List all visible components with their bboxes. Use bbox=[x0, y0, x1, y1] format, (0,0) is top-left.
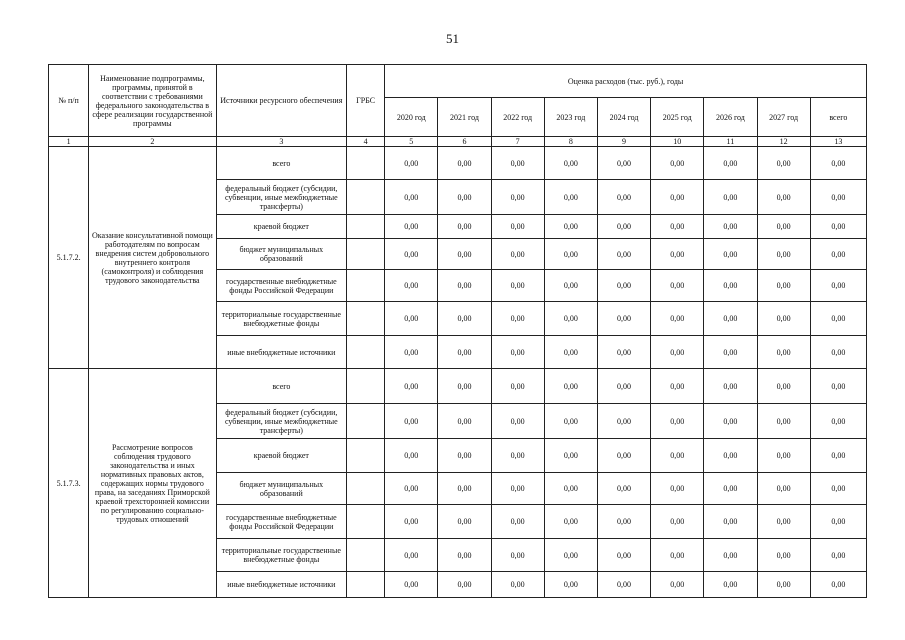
total-value: 0,00 bbox=[810, 147, 866, 180]
year-value: 0,00 bbox=[704, 336, 757, 369]
year-value: 0,00 bbox=[438, 270, 491, 302]
funding-source: краевой бюджет bbox=[216, 215, 346, 239]
year-value: 0,00 bbox=[651, 302, 704, 336]
year-value: 0,00 bbox=[704, 473, 757, 505]
grbs-cell bbox=[347, 215, 385, 239]
year-value: 0,00 bbox=[491, 572, 544, 598]
funding-source: бюджет муниципальных образований bbox=[216, 239, 346, 270]
year-value: 0,00 bbox=[438, 539, 491, 572]
funding-source: всего bbox=[216, 147, 346, 180]
year-header: 2025 год bbox=[651, 98, 704, 137]
header-name: Наименование подпрограммы, программы, принятой в соответствии с требованиями федерального законодательства в сфере реализации государственной программы bbox=[89, 65, 216, 137]
year-value: 0,00 bbox=[651, 539, 704, 572]
year-value: 0,00 bbox=[704, 147, 757, 180]
year-value: 0,00 bbox=[597, 302, 650, 336]
year-value: 0,00 bbox=[544, 147, 597, 180]
year-value: 0,00 bbox=[597, 369, 650, 404]
year-value: 0,00 bbox=[704, 369, 757, 404]
budget-table bbox=[48, 64, 867, 598]
grbs-cell bbox=[347, 270, 385, 302]
program-name: Рассмотрение вопросов соблюдения трудового законодательства и иных нормативных правовых актов, содержащих нормы трудового права, на заседаниях Приморской краевой трехсторонней комиссии по регулированию социально-трудовых отношений bbox=[89, 369, 216, 598]
total-value: 0,00 bbox=[810, 239, 866, 270]
year-value: 0,00 bbox=[491, 505, 544, 539]
year-value: 0,00 bbox=[491, 270, 544, 302]
year-value: 0,00 bbox=[438, 439, 491, 473]
grbs-cell bbox=[347, 147, 385, 180]
table-row bbox=[49, 147, 867, 180]
grbs-cell bbox=[347, 239, 385, 270]
funding-source: федеральный бюджет (субсидии, субвенции, иные межбюджетные трансферты) bbox=[216, 180, 346, 215]
funding-source: территориальные государственные внебюджетные фонды bbox=[216, 539, 346, 572]
total-value: 0,00 bbox=[810, 302, 866, 336]
year-value: 0,00 bbox=[544, 302, 597, 336]
header-num: № п/п bbox=[49, 65, 89, 137]
total-value: 0,00 bbox=[810, 505, 866, 539]
column-number: 1 bbox=[49, 137, 89, 147]
grbs-cell bbox=[347, 404, 385, 439]
year-value: 0,00 bbox=[757, 239, 810, 270]
total-value: 0,00 bbox=[810, 473, 866, 505]
year-value: 0,00 bbox=[438, 302, 491, 336]
year-value: 0,00 bbox=[385, 147, 438, 180]
year-value: 0,00 bbox=[757, 270, 810, 302]
year-value: 0,00 bbox=[491, 215, 544, 239]
year-value: 0,00 bbox=[597, 505, 650, 539]
year-value: 0,00 bbox=[651, 369, 704, 404]
year-value: 0,00 bbox=[544, 180, 597, 215]
year-value: 0,00 bbox=[544, 473, 597, 505]
year-value: 0,00 bbox=[757, 369, 810, 404]
year-value: 0,00 bbox=[757, 439, 810, 473]
year-value: 0,00 bbox=[651, 404, 704, 439]
year-value: 0,00 bbox=[385, 180, 438, 215]
year-value: 0,00 bbox=[651, 215, 704, 239]
column-number: 4 bbox=[347, 137, 385, 147]
year-value: 0,00 bbox=[385, 215, 438, 239]
year-value: 0,00 bbox=[544, 336, 597, 369]
year-value: 0,00 bbox=[438, 505, 491, 539]
year-value: 0,00 bbox=[704, 572, 757, 598]
year-value: 0,00 bbox=[704, 180, 757, 215]
year-header: 2027 год bbox=[757, 98, 810, 137]
year-value: 0,00 bbox=[597, 572, 650, 598]
year-value: 0,00 bbox=[438, 215, 491, 239]
year-value: 0,00 bbox=[438, 473, 491, 505]
year-value: 0,00 bbox=[651, 147, 704, 180]
grbs-cell bbox=[347, 302, 385, 336]
year-value: 0,00 bbox=[704, 505, 757, 539]
table-row bbox=[49, 369, 867, 404]
column-number: 6 bbox=[438, 137, 491, 147]
total-value: 0,00 bbox=[810, 539, 866, 572]
column-number: 13 bbox=[810, 137, 866, 147]
year-value: 0,00 bbox=[757, 147, 810, 180]
year-value: 0,00 bbox=[491, 239, 544, 270]
total-value: 0,00 bbox=[810, 270, 866, 302]
column-number: 5 bbox=[385, 137, 438, 147]
year-value: 0,00 bbox=[757, 505, 810, 539]
year-value: 0,00 bbox=[544, 572, 597, 598]
year-value: 0,00 bbox=[704, 215, 757, 239]
grbs-cell bbox=[347, 336, 385, 369]
year-value: 0,00 bbox=[438, 369, 491, 404]
year-value: 0,00 bbox=[651, 572, 704, 598]
grbs-cell bbox=[347, 505, 385, 539]
total-value: 0,00 bbox=[810, 336, 866, 369]
year-value: 0,00 bbox=[757, 473, 810, 505]
funding-source: иные внебюджетные источники bbox=[216, 572, 346, 598]
year-value: 0,00 bbox=[704, 404, 757, 439]
row-number: 5.1.7.2. bbox=[49, 147, 89, 369]
year-value: 0,00 bbox=[651, 180, 704, 215]
column-number: 9 bbox=[597, 137, 650, 147]
year-value: 0,00 bbox=[544, 270, 597, 302]
year-value: 0,00 bbox=[491, 336, 544, 369]
grbs-cell bbox=[347, 473, 385, 505]
year-value: 0,00 bbox=[597, 404, 650, 439]
year-value: 0,00 bbox=[438, 572, 491, 598]
grbs-cell bbox=[347, 439, 385, 473]
year-value: 0,00 bbox=[438, 239, 491, 270]
year-value: 0,00 bbox=[491, 404, 544, 439]
column-number: 7 bbox=[491, 137, 544, 147]
year-value: 0,00 bbox=[704, 302, 757, 336]
header-source: Источники ресурсного обеспечения bbox=[216, 65, 346, 137]
year-header: 2020 год bbox=[385, 98, 438, 137]
year-value: 0,00 bbox=[491, 539, 544, 572]
year-value: 0,00 bbox=[544, 439, 597, 473]
funding-source: иные внебюджетные источники bbox=[216, 336, 346, 369]
year-header: 2021 год bbox=[438, 98, 491, 137]
funding-source: краевой бюджет bbox=[216, 439, 346, 473]
year-value: 0,00 bbox=[385, 505, 438, 539]
total-value: 0,00 bbox=[810, 215, 866, 239]
funding-source: государственные внебюджетные фонды Российской Федерации bbox=[216, 270, 346, 302]
total-value: 0,00 bbox=[810, 369, 866, 404]
year-value: 0,00 bbox=[438, 336, 491, 369]
year-value: 0,00 bbox=[438, 147, 491, 180]
year-value: 0,00 bbox=[757, 572, 810, 598]
year-value: 0,00 bbox=[544, 539, 597, 572]
column-number: 10 bbox=[651, 137, 704, 147]
grbs-cell bbox=[347, 539, 385, 572]
year-value: 0,00 bbox=[651, 270, 704, 302]
year-value: 0,00 bbox=[491, 439, 544, 473]
year-value: 0,00 bbox=[438, 180, 491, 215]
year-value: 0,00 bbox=[385, 539, 438, 572]
funding-source: бюджет муниципальных образований bbox=[216, 473, 346, 505]
year-value: 0,00 bbox=[597, 215, 650, 239]
grbs-cell bbox=[347, 572, 385, 598]
funding-source: всего bbox=[216, 369, 346, 404]
year-value: 0,00 bbox=[491, 473, 544, 505]
funding-source: федеральный бюджет (субсидии, субвенции, иные межбюджетные трансферты) bbox=[216, 404, 346, 439]
year-value: 0,00 bbox=[597, 539, 650, 572]
year-value: 0,00 bbox=[544, 239, 597, 270]
year-value: 0,00 bbox=[597, 147, 650, 180]
year-value: 0,00 bbox=[597, 180, 650, 215]
funding-source: территориальные государственные внебюджетные фонды bbox=[216, 302, 346, 336]
year-value: 0,00 bbox=[757, 539, 810, 572]
year-value: 0,00 bbox=[491, 302, 544, 336]
year-value: 0,00 bbox=[544, 369, 597, 404]
year-value: 0,00 bbox=[597, 270, 650, 302]
year-value: 0,00 bbox=[704, 439, 757, 473]
year-value: 0,00 bbox=[651, 336, 704, 369]
column-number: 8 bbox=[544, 137, 597, 147]
year-value: 0,00 bbox=[385, 302, 438, 336]
year-value: 0,00 bbox=[491, 147, 544, 180]
total-value: 0,00 bbox=[810, 439, 866, 473]
column-number: 11 bbox=[704, 137, 757, 147]
column-number: 2 bbox=[89, 137, 216, 147]
page-number: 51 bbox=[446, 31, 459, 46]
year-value: 0,00 bbox=[651, 505, 704, 539]
year-header: 2024 год bbox=[597, 98, 650, 137]
year-value: 0,00 bbox=[385, 270, 438, 302]
year-value: 0,00 bbox=[597, 439, 650, 473]
year-value: 0,00 bbox=[651, 239, 704, 270]
year-value: 0,00 bbox=[385, 473, 438, 505]
funding-source: государственные внебюджетные фонды Российской Федерации bbox=[216, 505, 346, 539]
total-header: всего bbox=[810, 98, 866, 137]
year-value: 0,00 bbox=[544, 505, 597, 539]
column-number: 3 bbox=[216, 137, 346, 147]
grbs-cell bbox=[347, 180, 385, 215]
year-value: 0,00 bbox=[704, 539, 757, 572]
header-estimate: Оценка расходов (тыс. руб.), годы bbox=[385, 65, 867, 98]
grbs-cell bbox=[347, 369, 385, 404]
year-value: 0,00 bbox=[491, 180, 544, 215]
total-value: 0,00 bbox=[810, 572, 866, 598]
year-value: 0,00 bbox=[385, 336, 438, 369]
year-value: 0,00 bbox=[597, 336, 650, 369]
year-value: 0,00 bbox=[385, 439, 438, 473]
year-value: 0,00 bbox=[757, 215, 810, 239]
year-header: 2026 год bbox=[704, 98, 757, 137]
year-value: 0,00 bbox=[651, 439, 704, 473]
year-value: 0,00 bbox=[597, 239, 650, 270]
year-value: 0,00 bbox=[438, 404, 491, 439]
year-value: 0,00 bbox=[597, 473, 650, 505]
year-value: 0,00 bbox=[385, 404, 438, 439]
year-value: 0,00 bbox=[491, 369, 544, 404]
year-value: 0,00 bbox=[757, 302, 810, 336]
year-value: 0,00 bbox=[757, 180, 810, 215]
year-value: 0,00 bbox=[651, 473, 704, 505]
year-header: 2023 год bbox=[544, 98, 597, 137]
program-name: Оказание консультативной помощи работодателям по вопросам внедрения систем добровольного внутреннего контроля (самоконтроля) и соблюдения трудового законодательства bbox=[89, 147, 216, 369]
row-number: 5.1.7.3. bbox=[49, 369, 89, 598]
year-value: 0,00 bbox=[757, 404, 810, 439]
total-value: 0,00 bbox=[810, 180, 866, 215]
year-value: 0,00 bbox=[544, 215, 597, 239]
year-value: 0,00 bbox=[385, 572, 438, 598]
year-value: 0,00 bbox=[757, 336, 810, 369]
year-value: 0,00 bbox=[385, 239, 438, 270]
total-value: 0,00 bbox=[810, 404, 866, 439]
year-header: 2022 год bbox=[491, 98, 544, 137]
year-value: 0,00 bbox=[385, 369, 438, 404]
year-value: 0,00 bbox=[704, 239, 757, 270]
year-value: 0,00 bbox=[544, 404, 597, 439]
column-number: 12 bbox=[757, 137, 810, 147]
header-grbs: ГРБС bbox=[347, 65, 385, 137]
year-value: 0,00 bbox=[704, 270, 757, 302]
